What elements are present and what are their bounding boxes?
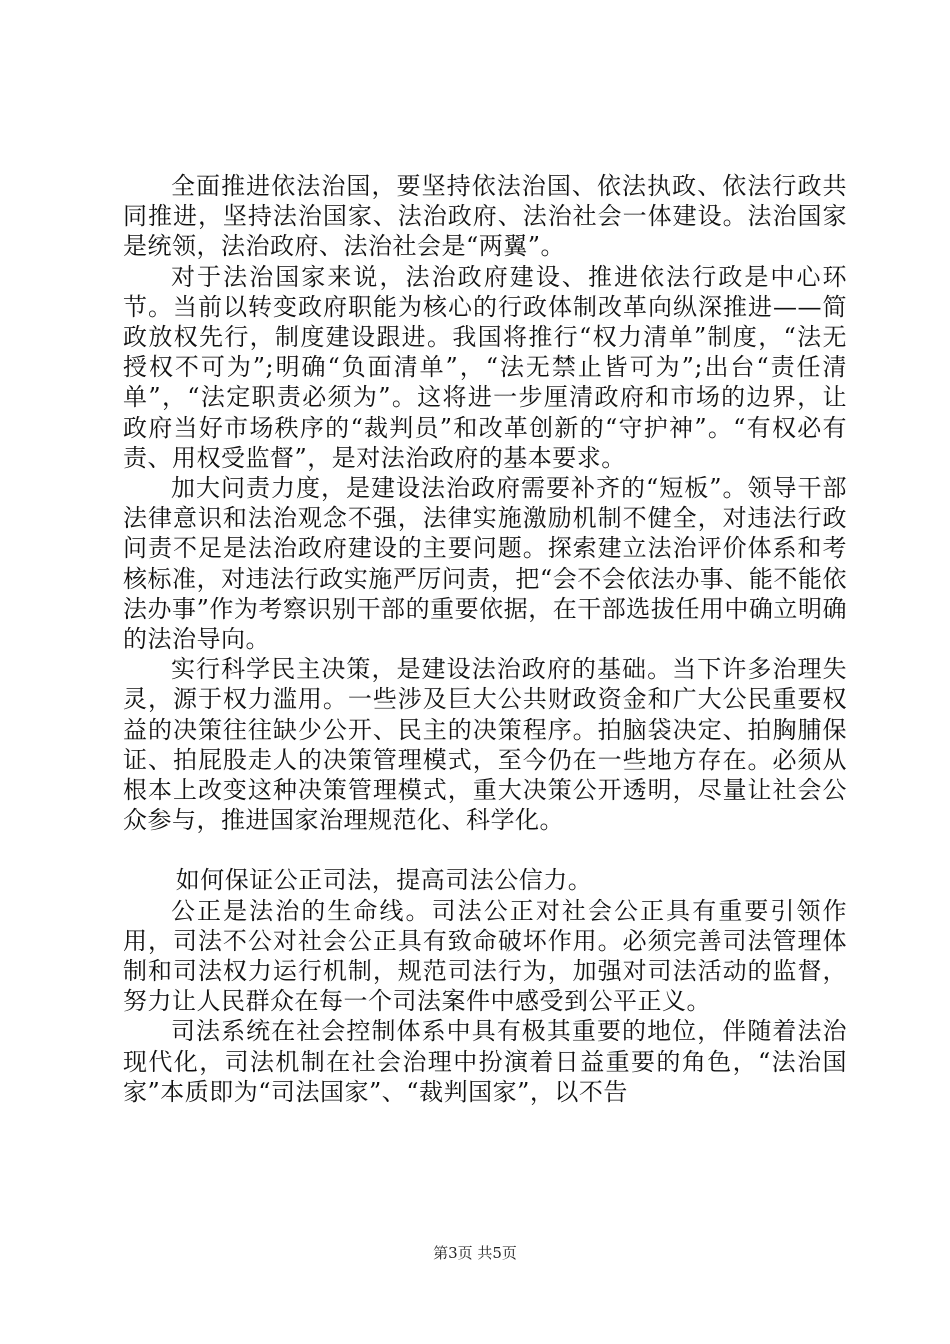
paragraph-6: 司法系统在社会控制体系中具有极其重要的地位，伴随着法治现代化，司法机制在社会治理中扮演着日益重要的角色，“法治国家”本质即为“司法国家”、“裁判国家”，以不告 [123,1017,847,1106]
paragraph-5: 公正是法治的生命线。司法公正对社会公正具有重要引领作用，司法不公对社会公正具有致命破坏作用。必须完善司法管理体制和司法权力运行机制，规范司法行为，加强对司法活动的监督，努力让人民群众在每一个司法案件中感受到公平正义。 [123,896,847,1016]
paragraph-2: 对于法治国家来说，法治政府建设、推进依法行政是中心环节。当前以转变政府职能为核心的行政体制改革向纵深推进——简政放权先行，制度建设跟进。我国将推行“权力清单”制度，“法无授权不可为”;明确“负面清单”，“法无禁止皆可为”;出台“责任清单”，“法定职责必须为”。这将进一步厘清政府和市场的边界，让政府当好市场秩序的“裁判员”和改革创新的“守护神”。“有权必有责、用权受监督”，是对法治政府的基本要求。 [123,262,847,472]
page-footer [0,1243,950,1263]
page-number-label: 第3页 共5页 [433,1244,517,1262]
paragraph-4: 实行科学民主决策，是建设法治政府的基础。当下许多治理失灵，源于权力滥用。一些涉及巨大公共财政资金和广大公民重要权益的决策往往缺少公开、民主的决策程序。拍脑袋决定、拍胸脯保证、拍屁股走人的决策管理模式，至今仍在一些地方存在。必须从根本上改变这种决策管理模式，重大决策公开透明，尽量让社会公众参与，推进国家治理规范化、科学化。 [123,655,847,835]
section-heading: 如何保证公正司法，提高司法公信力。 [175,866,593,895]
document-body [123,171,847,1107]
paragraph-1: 全面推进依法治国，要坚持依法治国、依法执政、依法行政共同推进，坚持法治国家、法治政府、法治社会一体建设。法治国家是统领，法治政府、法治社会是“两翼”。 [123,172,847,261]
paragraph-3: 加大问责力度，是建设法治政府需要补齐的“短板”。领导干部法律意识和法治观念不强，法律实施激励机制不健全，对违法行政问责不足是法治政府建设的主要问题。探索建立法治评价体系和考核标准，对违法行政实施严厉问责，把“会不会依法办事、能不能依法办事”作为考察识别干部的重要依据，在干部选拔任用中确立明确的法治导向。 [123,474,847,654]
